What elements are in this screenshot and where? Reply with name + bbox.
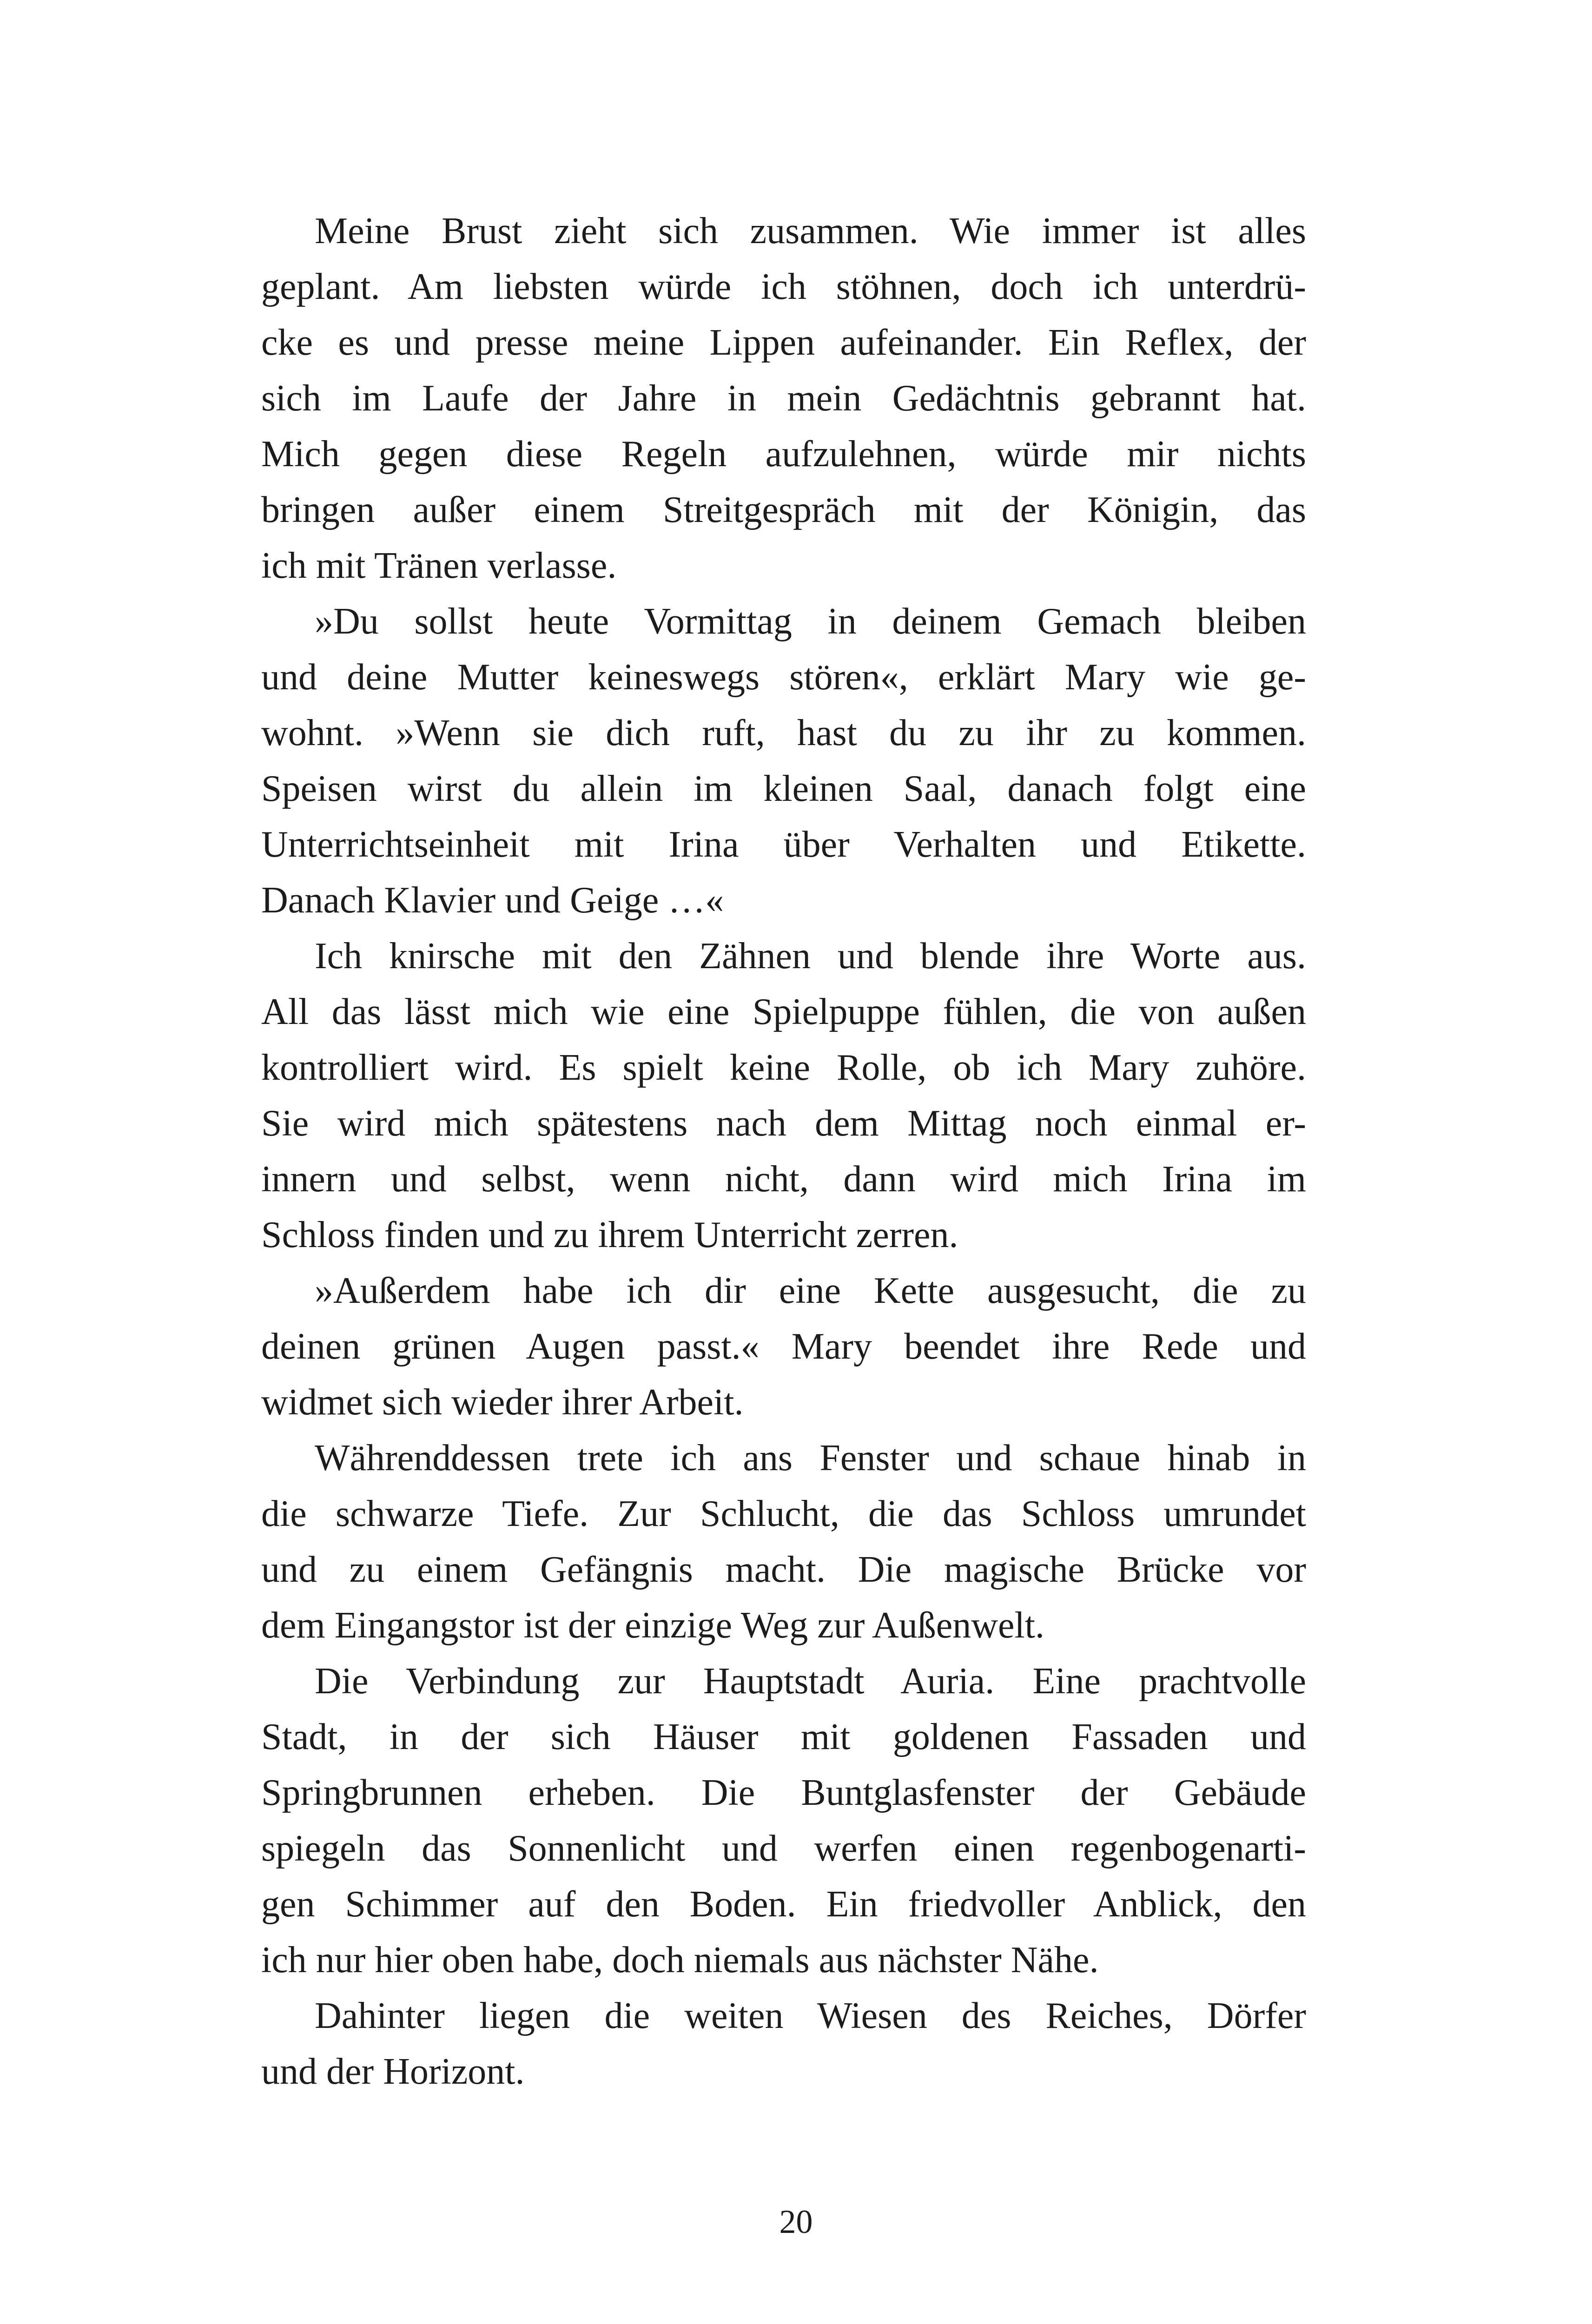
text-line: Stadt, in der sich Häuser mit goldenen Fassaden und	[261, 1717, 1306, 1757]
paragraph-1	[261, 203, 1306, 594]
text-line: Unterrichtseinheit mit Irina über Verhalten und Etikette.	[261, 824, 1306, 865]
text-line: wohnt. »Wenn sie dich ruft, hast du zu ihr zu kommen.	[261, 713, 1306, 753]
paragraph-4	[261, 1263, 1306, 1430]
text-line: gen Schimmer auf den Boden. Ein friedvoller Anblick, den	[261, 1884, 1306, 1925]
text-line: geplant. Am liebsten würde ich stöhnen, doch ich unterdrü-	[261, 266, 1306, 307]
text-line: sich im Laufe der Jahre in mein Gedächtnis gebrannt hat.	[261, 378, 1306, 419]
paragraph-2	[261, 594, 1306, 928]
paragraph-5	[261, 1430, 1306, 1653]
text-line: cke es und presse meine Lippen aufeinander. Ein Reflex, der	[261, 322, 1306, 363]
page-number: 20	[779, 2203, 813, 2240]
text-line: ich mit Tränen verlasse.	[261, 545, 617, 586]
text-line: »Du sollst heute Vormittag in deinem Gemach bleiben	[315, 601, 1306, 642]
paragraph-7	[261, 1988, 1306, 2100]
text-line: Währenddessen trete ich ans Fenster und schaue hinab in	[315, 1438, 1306, 1479]
text-line: Ich knirsche mit den Zähnen und blende ihre Worte aus.	[315, 936, 1306, 977]
text-line: Sie wird mich spätestens nach dem Mittag noch einmal er-	[261, 1103, 1306, 1144]
text-line: Mich gegen diese Regeln aufzulehnen, würde mir nichts	[261, 434, 1306, 475]
text-line: Dahinter liegen die weiten Wiesen des Reiches, Dörfer	[315, 1995, 1306, 2036]
text-line: bringen außer einem Streitgespräch mit der Königin, das	[261, 489, 1306, 530]
text-line: widmet sich wieder ihrer Arbeit.	[261, 1382, 744, 1423]
body-text	[261, 203, 1306, 2100]
text-line: ich nur hier oben habe, doch niemals aus nächster Nähe.	[261, 1940, 1099, 1981]
text-line: innern und selbst, wenn nicht, dann wird mich Irina im	[261, 1159, 1306, 1200]
text-line: dem Eingangstor ist der einzige Weg zur Außenwelt.	[261, 1605, 1044, 1646]
text-line: die schwarze Tiefe. Zur Schlucht, die das Schloss umrundet	[261, 1493, 1306, 1534]
text-line: deinen grünen Augen passt.« Mary beendet ihre Rede und	[261, 1326, 1306, 1367]
text-line: spiegeln das Sonnenlicht und werfen einen regenbogenarti-	[261, 1828, 1306, 1869]
text-line: und zu einem Gefängnis macht. Die magische Brücke vor	[261, 1549, 1306, 1590]
text-line: Meine Brust zieht sich zusammen. Wie immer ist alles	[315, 211, 1306, 251]
text-line: »Außerdem habe ich dir eine Kette ausgesucht, die zu	[315, 1270, 1306, 1311]
text-line: und der Horizont.	[261, 2051, 525, 2092]
text-line: Springbrunnen erheben. Die Buntglasfenster der Gebäude	[261, 1772, 1306, 1813]
text-line: und deine Mutter keineswegs stören«, erklärt Mary wie ge-	[261, 657, 1306, 698]
text-line: Danach Klavier und Geige …«	[261, 880, 724, 921]
text-line: Die Verbindung zur Hauptstadt Auria. Eine prachtvolle	[315, 1661, 1306, 1702]
paragraph-3	[261, 928, 1306, 1263]
text-line: Schloss finden und zu ihrem Unterricht zerren.	[261, 1215, 958, 1255]
text-line: Speisen wirst du allein im kleinen Saal, danach folgt eine	[261, 768, 1306, 809]
paragraph-6	[261, 1653, 1306, 1988]
text-line: All das lässt mich wie eine Spielpuppe fühlen, die von außen	[261, 991, 1306, 1032]
text-line: kontrolliert wird. Es spielt keine Rolle, ob ich Mary zuhöre.	[261, 1047, 1306, 1088]
